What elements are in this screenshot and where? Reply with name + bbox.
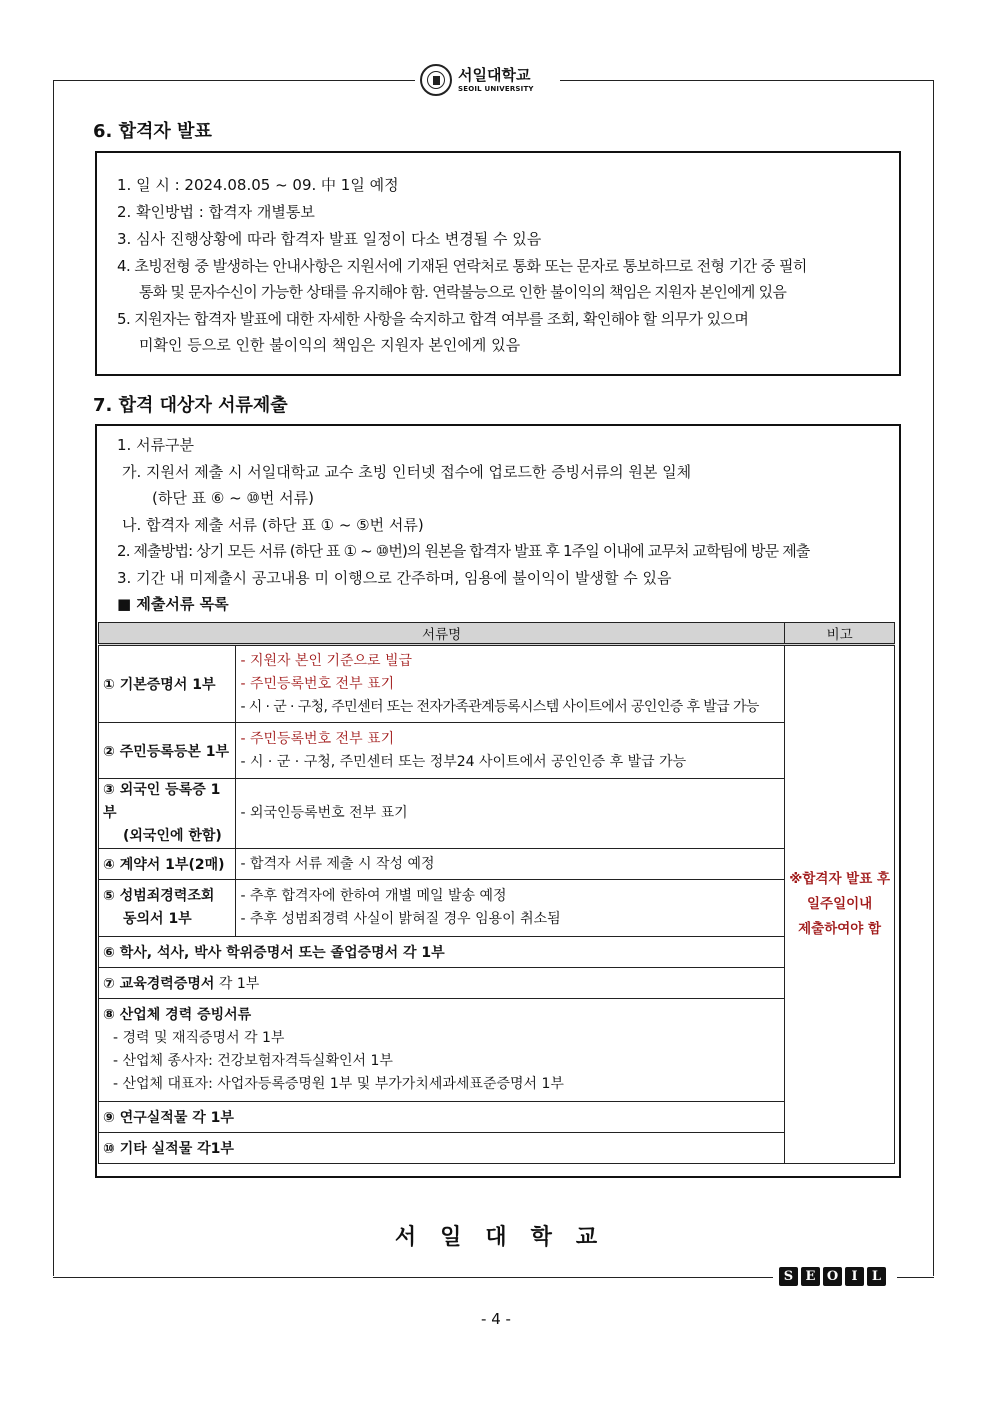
seoil-letter: O: [823, 1267, 842, 1286]
page-number: - 4 -: [481, 1310, 511, 1328]
doc-name: ③ 외국인 등록증 1부 (외국인에 한함): [99, 779, 236, 849]
doc-name: ⑩ 기타 실적물 각1부: [99, 1133, 785, 1164]
doc-name: ⑥ 학사, 석사, 박사 학위증명서 또는 졸업증명서 각 1부: [99, 937, 785, 968]
s7-item-2: 2. 제출방법: 상기 모든 서류 (하단 표 ① ~ ⑩번)의 원본을 합격자 발표 후 1주일 이내에 교무처 교학팀에 방문 제출: [117, 542, 810, 560]
logo-korean: 서일대학교: [458, 65, 531, 84]
doc-desc: - 외국인등록번호 전부 표기: [240, 805, 408, 821]
s6-item-2: 2. 확인방법 : 합격자 개별통보: [117, 203, 315, 221]
header-note: 비고: [785, 623, 895, 645]
doc-desc: - 추후 합격자에 한하여 개별 메일 발송 예정: [240, 888, 507, 904]
table-row: [99, 779, 895, 849]
section6-title: 6. 합격자 발표: [93, 121, 212, 142]
university-seal-icon: [420, 64, 452, 96]
s6-item-5: 5. 지원자는 합격자 발표에 대한 자세한 사항을 숙지하고 합격 여부를 조회, 확인해야 할 의무가 있으며: [117, 310, 749, 328]
s6-item-1: 1. 일 시 : 2024.08.05 ~ 09. 中 1일 예정: [117, 176, 399, 194]
doc-desc: - 추후 성범죄경력 사실이 밝혀질 경우 임용이 취소됨: [240, 911, 561, 927]
table-row: [99, 849, 895, 880]
table-row: [99, 999, 895, 1102]
doc-name: ① 기본증명서 1부: [99, 645, 236, 723]
note-line: ※합격자 발표 후: [789, 871, 891, 887]
s6-item-4-cont: 통화 및 문자수신이 가능한 상태를 유지해야 함. 연락불능으로 인한 불이익의 책임은 지원자 본인에게 있음: [139, 283, 787, 301]
section7-title: 7. 합격 대상자 서류제출: [93, 395, 288, 416]
doc-desc: - 지원자 본인 기준으로 빌급: [240, 652, 413, 669]
table-row: [99, 645, 895, 723]
note-line: 제출하여야 함: [798, 921, 882, 937]
footer-university-name: 서일대학교: [394, 1225, 622, 1250]
s7-item-1a-cont: (하단 표 ⑥ ~ ⑩번 서류): [152, 489, 314, 507]
seoil-letter: S: [779, 1267, 798, 1286]
table-row: [99, 1102, 895, 1133]
s7-item-3: 3. 기간 내 미제출시 공고내용 미 이행으로 간주하며, 임용에 불이익이 발생할 수 있음: [117, 569, 672, 587]
doc-name: ⑦ 교육경력증명서 각 1부: [99, 968, 785, 999]
seoil-badge: [779, 1267, 886, 1289]
doc-desc: - 시 · 군 · 구청, 주민센터 또는 전자가족관계등록시스템 사이트에서 공인인증 후 발급 가능: [240, 698, 759, 715]
table-row: [99, 880, 895, 937]
seoil-letter: E: [801, 1267, 820, 1286]
doc-name: ⑧ 산업체 경력 증빙서류 - 경력 및 재직증명서 각 1부 - 산업체 종사자: 건강보험자격득실확인서 1부 - 산업체 대표자: 사업자등록증명원 1부 및 부가가치세과세표준증명서 1부: [99, 999, 785, 1102]
s6-item-4: 4. 초빙전형 중 발생하는 안내사항은 지원서에 기재된 연락처로 통화 또는 문자로 통보하므로 전형 기간 중 필히: [117, 257, 807, 275]
s6-item-5-cont: 미확인 등으로 인한 불이익의 책임은 지원자 본인에게 있음: [139, 336, 521, 354]
university-logo: [420, 60, 560, 100]
table-row: [99, 723, 895, 779]
logo-english: SEOIL UNIVERSITY: [458, 84, 534, 93]
doc-name: ④ 계약서 1부(2매): [99, 849, 236, 880]
header-doc-name: 서류명: [99, 623, 785, 645]
doc-desc: - 합격자 서류 제출 시 작성 예정: [240, 855, 435, 872]
table-header-row: [99, 623, 895, 645]
doc-name: ② 주민등록등본 1부: [99, 723, 236, 779]
doc-name: ⑨ 연구실적물 각 1부: [99, 1102, 785, 1133]
s6-item-3: 3. 심사 진행상황에 따라 합격자 발표 일정이 다소 변경될 수 있음: [117, 230, 542, 248]
bottom-rule-left: [53, 1277, 773, 1278]
doc-desc: - 주민등록번호 전부 표기: [240, 675, 395, 692]
doc-desc: - 시 · 군 · 구청, 주민센터 또는 정부24 사이트에서 공인인증 후 발급 가능: [240, 753, 687, 770]
bottom-rule-right: [897, 1277, 934, 1278]
seoil-letter: I: [845, 1267, 864, 1286]
s7-item-1a: 가. 지원서 제출 시 서일대학교 교수 초빙 인터넷 접수에 업로드한 증빙서류의 원본 일체: [122, 463, 692, 481]
seoil-letter: L: [867, 1267, 886, 1286]
table-row: [99, 937, 895, 968]
doc-list-heading: ■ 제출서류 목록: [117, 595, 229, 613]
section6-box: [95, 151, 901, 376]
doc-name: ⑤ 성범죄경력조회 동의서 1부: [99, 880, 236, 937]
s7-item-1: 1. 서류구분: [117, 436, 195, 454]
note-cell: [785, 645, 895, 1164]
s7-item-1b: 나. 합격자 제출 서류 (하단 표 ① ~ ⑤번 서류): [122, 516, 424, 534]
doc-desc: - 주민등록번호 전부 표기: [240, 730, 395, 747]
documents-table: [98, 622, 895, 1164]
table-row: [99, 968, 895, 999]
table-row: [99, 1133, 895, 1164]
note-line: 일주일이내: [807, 896, 873, 912]
